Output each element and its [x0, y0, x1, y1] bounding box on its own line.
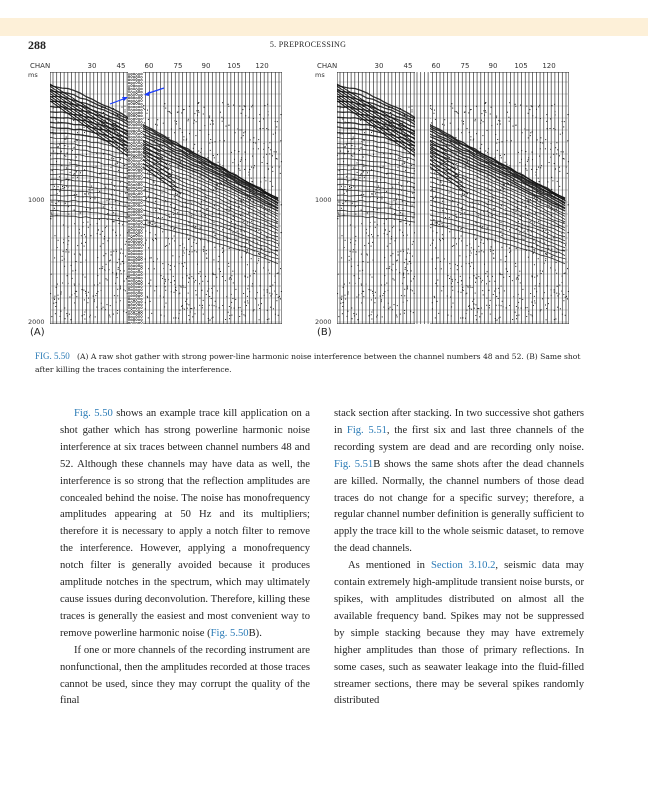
paragraph-text: As mentioned in: [348, 560, 432, 572]
channel-axis-label: CHAN: [317, 62, 338, 70]
section-link[interactable]: Section 3.10.2: [431, 560, 496, 572]
channel-axis-label: CHAN: [30, 62, 51, 70]
figure-panel-b: [315, 62, 573, 342]
time-unit-label: ms: [28, 71, 38, 79]
panel-letter: (A): [30, 327, 45, 338]
header-band: [0, 18, 648, 36]
paragraph: [60, 406, 310, 643]
x-tick-label: 75: [173, 62, 183, 70]
figure-caption: [35, 350, 591, 376]
body-column-left: [60, 406, 310, 710]
time-unit-label: ms: [315, 71, 325, 79]
chapter-title: 5. PREPROCESSING: [269, 40, 347, 49]
x-tick-label: 45: [116, 62, 126, 70]
x-tick-label: 75: [460, 62, 470, 70]
y-tick-label: 1000: [315, 196, 332, 204]
x-tick-label: 60: [144, 62, 154, 70]
figure-link[interactable]: Fig. 5.50: [74, 408, 113, 419]
figure-label: FIG. 5.50: [35, 351, 70, 361]
paragraph-text: , seismic data may contain extremely high-amplitude transient noise bursts, or spikes, with amplitudes distributed on almost all the available frequency band. Spikes may not be suppressed by simple stacking because they may have extremely higher amplitudes than those of primary reflections. In some cases, such as seawater leakage into the fluid-filled streamer sections, there may be several spikes randomly distributed: [334, 560, 584, 707]
x-tick-label: 105: [227, 62, 241, 70]
paragraph-text: B shows the same shots after the dead channels are killed. Normally, the channel numbers of those dead traces do not change for a specific survey; therefore, a regular channel number definition is generally sufficient to apply the trace kill to the whole seismic dataset, to remove the dead channels.: [334, 458, 584, 555]
x-tick-label: 60: [431, 62, 441, 70]
y-tick-label: 1000: [28, 196, 45, 204]
x-tick-label: 30: [87, 62, 97, 70]
paragraph: [334, 406, 584, 558]
x-tick-label: 105: [514, 62, 528, 70]
paragraph-text: B).: [248, 627, 262, 639]
x-tick-label: 30: [374, 62, 384, 70]
y-tick-label: 2000: [315, 318, 332, 326]
paragraph: If one or more channels of the recording instrument are nonfunctional, then the amplitudes recorded at those traces cannot be used, since they may corrupt the quality of the final: [60, 644, 310, 707]
x-tick-label: 90: [201, 62, 211, 70]
x-tick-label: 90: [488, 62, 498, 70]
figure-link[interactable]: Fig. 5.51: [334, 458, 374, 470]
paragraph: [334, 558, 584, 710]
paragraph-text: shows an example trace kill application on a shot gather which has strong powerline harmonic noise interference at six traces between channel numbers 48 and 52. Although these channels may have data as well, the interference is so strong that the reflection amplitudes are concealed behind the noise. The noise has monofrequency amplitudes appearing at 50 Hz and its multipliers; therefore it is necessary to apply a notch filter to remove the interference. However, applying a monofrequency notch filter is generally avoided because it produces amplitude notches in the spectrum, which may ultimately cause issues during deconvolution. Therefore, killing these traces is generally the easiest and most convenient way to remove powerline harmonic noise (: [60, 408, 310, 639]
x-tick-label: 120: [542, 62, 556, 70]
figure-link[interactable]: Fig. 5.50: [210, 627, 249, 639]
figure-link[interactable]: Fig. 5.51: [346, 424, 387, 436]
paragraph-text: , the first six and last three channels of the recording system are dead and are recording only noise.: [334, 424, 585, 453]
running-head: [28, 38, 588, 54]
x-tick-label: 45: [403, 62, 413, 70]
x-tick-label: 120: [255, 62, 269, 70]
shot-gather-raw: [50, 72, 282, 324]
body-column-right: [334, 406, 584, 710]
panel-letter: (B): [317, 327, 332, 338]
figure-panel-a: [28, 62, 286, 342]
y-tick-label: 2000: [28, 318, 45, 326]
paragraph-text: stack section after stacking. In two successive shot gathers in: [334, 408, 584, 436]
shot-gather-killed: [337, 72, 569, 324]
page-number: 288: [28, 38, 46, 52]
caption-text: (A) A raw shot gather with strong power-line harmonic noise interference between the channel numbers 48 and 52. (B) Same shot after killing the traces containing the interference.: [35, 352, 581, 374]
